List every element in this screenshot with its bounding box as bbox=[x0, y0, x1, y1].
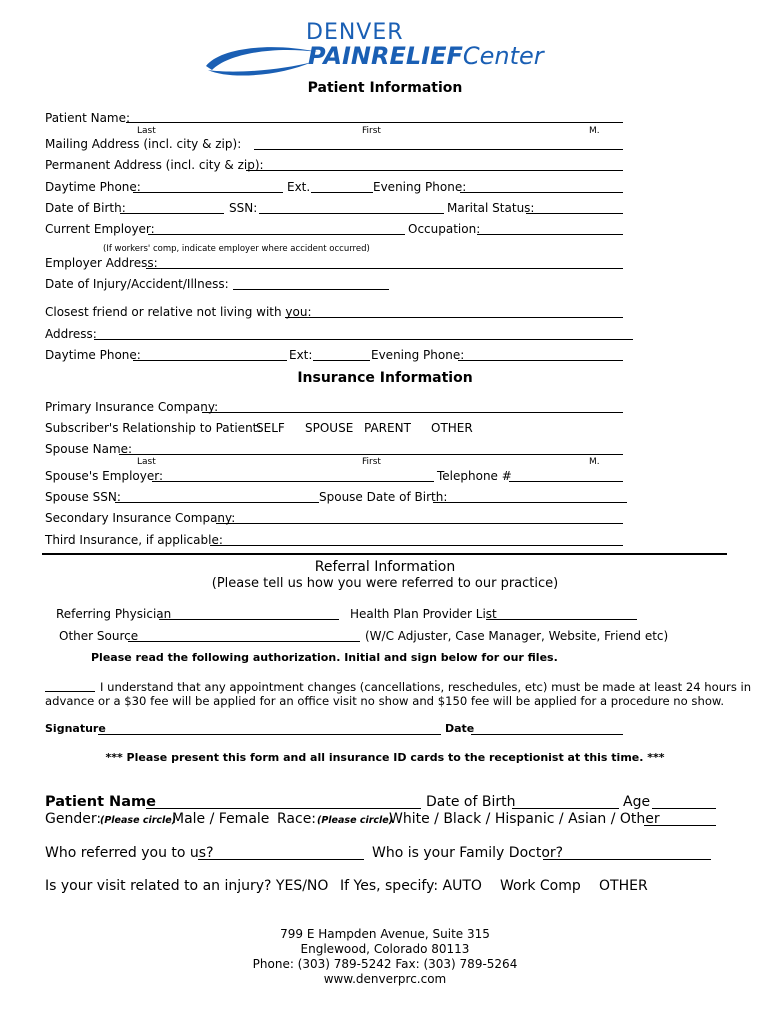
mailing-label: Mailing Address (incl. city & zip): bbox=[45, 137, 242, 151]
daytime-phone2-field[interactable] bbox=[133, 360, 287, 361]
injury-question[interactable]: Is your visit related to an injury? YES/NO bbox=[45, 878, 329, 894]
permanent-label: Permanent Address (incl. city & zip): bbox=[45, 158, 264, 172]
spouse-employer-label: Spouse's Employer: bbox=[45, 469, 163, 483]
first-label: First bbox=[362, 126, 381, 136]
employer-address-field[interactable] bbox=[146, 268, 623, 269]
date-label: Date bbox=[445, 722, 475, 735]
summary-dob-label: Date of Birth bbox=[426, 794, 516, 810]
footer-phone: Phone: (303) 789-5242 Fax: (303) 789-5264 bbox=[252, 957, 518, 971]
employer-field[interactable] bbox=[148, 234, 405, 235]
telephone-field[interactable] bbox=[509, 481, 623, 482]
other-source-examples: (W/C Adjuster, Case Manager, Website, Friend etc) bbox=[365, 629, 669, 643]
evening-phone-label: Evening Phone: bbox=[373, 180, 467, 194]
occupation-field[interactable] bbox=[477, 234, 623, 235]
summary-patient-name-field[interactable] bbox=[146, 808, 421, 809]
gender-options[interactable]: Male / Female bbox=[172, 811, 270, 827]
gender-please-circle: (Please circle) bbox=[100, 815, 177, 826]
dob-field[interactable] bbox=[120, 213, 224, 214]
patient-name-field[interactable] bbox=[126, 122, 623, 123]
health-plan-field[interactable] bbox=[486, 619, 637, 620]
primary-insurance-label: Primary Insurance Company: bbox=[45, 400, 219, 414]
gender-label: Gender: bbox=[45, 811, 102, 827]
third-insurance-label: Third Insurance, if applicable: bbox=[45, 533, 223, 547]
mailing-field[interactable] bbox=[254, 149, 623, 150]
summary-patient-name-label: Patient Name bbox=[45, 794, 156, 810]
address-label: Address: bbox=[45, 327, 97, 341]
mi-label: M. bbox=[589, 126, 600, 136]
evening-phone2-label: Evening Phone: bbox=[371, 348, 465, 362]
employer-label: Current Employer: bbox=[45, 222, 155, 236]
option-self[interactable]: SELF bbox=[256, 421, 285, 435]
address-field[interactable] bbox=[94, 339, 633, 340]
secondary-insurance-label: Secondary Insurance Company: bbox=[45, 511, 236, 525]
referral-divider bbox=[42, 553, 727, 555]
family-doctor-label: Who is your Family Doctor? bbox=[372, 845, 564, 861]
footer-website[interactable]: www.denverprc.com bbox=[323, 972, 447, 986]
policy-line2: advance or a $30 fee will be applied for an office visit no show and $150 fee will be applied for a procedure no show. bbox=[45, 694, 725, 708]
spouse-first-label: First bbox=[362, 457, 381, 467]
summary-age-label: Age bbox=[623, 794, 651, 810]
spouse-ssn-field[interactable] bbox=[115, 502, 319, 503]
logo-name bbox=[308, 42, 544, 70]
injury-date-label: Date of Injury/Accident/Illness: bbox=[45, 277, 229, 291]
patient-name-label: Patient Name: bbox=[45, 111, 131, 125]
spouse-ssn-label: Spouse SSN: bbox=[45, 490, 121, 504]
referral-heading: Referral Information bbox=[314, 559, 456, 575]
who-referred-label: Who referred you to us? bbox=[45, 845, 214, 861]
option-other[interactable]: OTHER bbox=[431, 421, 473, 435]
if-yes-specify[interactable]: If Yes, specify: AUTO bbox=[340, 878, 482, 894]
logo-denver: DENVER bbox=[306, 20, 404, 45]
family-doctor-field[interactable] bbox=[543, 859, 711, 860]
third-insurance-field[interactable] bbox=[210, 545, 623, 546]
daytime-phone-field[interactable] bbox=[133, 192, 283, 193]
evening-phone2-field[interactable] bbox=[458, 360, 623, 361]
injury-date-field[interactable] bbox=[233, 289, 389, 290]
spouse-name-field[interactable] bbox=[119, 454, 623, 455]
logo-center: Center bbox=[462, 42, 544, 70]
referring-physician-field[interactable] bbox=[159, 619, 339, 620]
spouse-dob-field[interactable] bbox=[433, 502, 627, 503]
closest-friend-field[interactable] bbox=[285, 317, 623, 318]
referral-subheading: (Please tell us how you were referred to our practice) bbox=[211, 576, 559, 591]
work-comp-option[interactable]: Work Comp bbox=[500, 878, 581, 894]
spouse-employer-field[interactable] bbox=[152, 481, 434, 482]
daytime-phone2-label: Daytime Phone: bbox=[45, 348, 141, 362]
footer-address1: 799 E Hampden Avenue, Suite 315 bbox=[280, 927, 490, 941]
other-source-label: Other Source bbox=[59, 629, 139, 643]
race-other-field[interactable] bbox=[644, 825, 716, 826]
race-label: Race: bbox=[277, 811, 317, 827]
permanent-field[interactable] bbox=[246, 170, 623, 171]
signature-field[interactable] bbox=[98, 734, 441, 735]
insurance-heading: Insurance Information bbox=[297, 370, 473, 386]
other-option[interactable]: OTHER bbox=[599, 878, 648, 894]
health-plan-label: Health Plan Provider List bbox=[350, 607, 497, 621]
ext2-label: Ext: bbox=[289, 348, 313, 362]
other-source-field[interactable] bbox=[128, 641, 360, 642]
telephone-label: Telephone # bbox=[437, 469, 512, 483]
date-field[interactable] bbox=[471, 734, 623, 735]
ssn-label: SSN: bbox=[229, 201, 258, 215]
occupation-label: Occupation: bbox=[408, 222, 481, 236]
dob-label: Date of Birth: bbox=[45, 201, 126, 215]
logo-swoosh-icon bbox=[200, 36, 320, 82]
summary-dob-field[interactable] bbox=[512, 808, 619, 809]
spouse-dob-label: Spouse Date of Birth: bbox=[319, 490, 448, 504]
workers-comp-note: (If workers' comp, indicate employer where accident occurred) bbox=[103, 244, 370, 254]
option-parent[interactable]: PARENT bbox=[364, 421, 411, 435]
relationship-label: Subscriber's Relationship to Patient: bbox=[45, 421, 262, 435]
signature-label: Signature bbox=[45, 722, 106, 735]
option-spouse[interactable]: SPOUSE bbox=[305, 421, 354, 435]
marital-field[interactable] bbox=[526, 213, 623, 214]
who-referred-field[interactable] bbox=[198, 859, 364, 860]
secondary-insurance-field[interactable] bbox=[216, 523, 623, 524]
footer-address2: Englewood, Colorado 80113 bbox=[300, 942, 470, 956]
employer-address-label: Employer Address: bbox=[45, 256, 158, 270]
daytime-phone-label: Daytime Phone: bbox=[45, 180, 141, 194]
last-label: Last bbox=[137, 126, 156, 136]
evening-phone-field[interactable] bbox=[460, 192, 623, 193]
policy-line1: I understand that any appointment changes (cancellations, reschedules, etc) must be made at least 24 hours in bbox=[100, 680, 752, 694]
authorization-text: Please read the following authorization. Initial and sign below for our files. bbox=[91, 651, 558, 664]
ext-field[interactable] bbox=[311, 192, 373, 193]
closest-friend-label: Closest friend or relative not living with you: bbox=[45, 305, 312, 319]
ext2-field[interactable] bbox=[313, 360, 370, 361]
ssn-field[interactable] bbox=[259, 213, 444, 214]
initial-field[interactable] bbox=[45, 691, 95, 692]
logo-painrelief: PAINRELIEF bbox=[308, 42, 463, 70]
summary-age-field[interactable] bbox=[652, 808, 716, 809]
primary-insurance-field[interactable] bbox=[202, 412, 623, 413]
race-please-circle: (Please circle) bbox=[317, 815, 394, 826]
patient-info-heading: Patient Information bbox=[307, 80, 463, 96]
race-options[interactable]: White / Black / Hispanic / Asian / Other bbox=[389, 811, 660, 827]
spouse-name-label: Spouse Name: bbox=[45, 442, 133, 456]
spouse-last-label: Last bbox=[137, 457, 156, 467]
spouse-mi-label: M. bbox=[589, 457, 600, 467]
marital-label: Marital Status: bbox=[447, 201, 535, 215]
referring-physician-label: Referring Physician bbox=[56, 607, 172, 621]
ext-label: Ext. bbox=[287, 180, 311, 194]
present-notice: *** Please present this form and all insurance ID cards to the receptionist at this time. *** bbox=[105, 751, 665, 764]
